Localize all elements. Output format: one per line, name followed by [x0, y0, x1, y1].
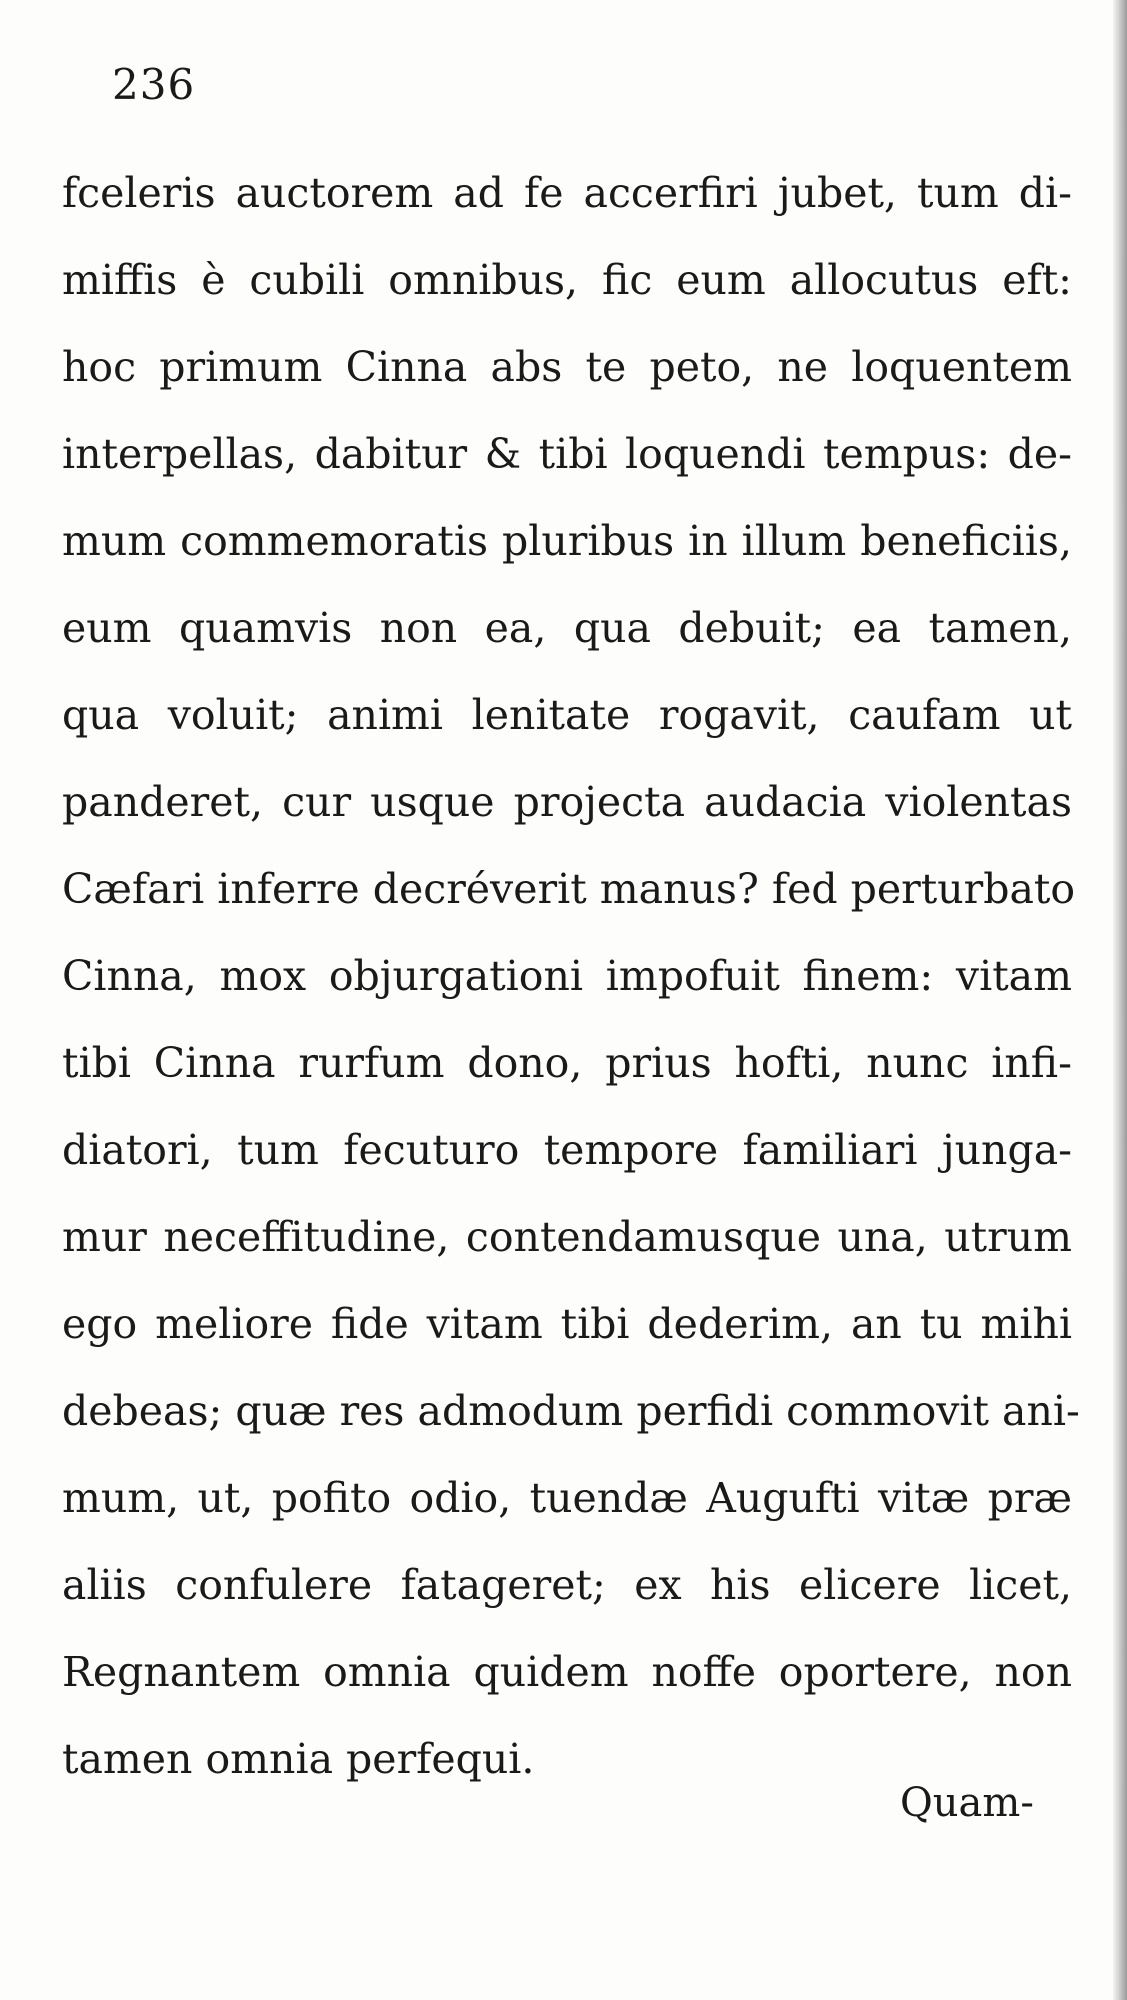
text-line-9: Cæfari inferre decréverit manus? fed perturbato	[62, 865, 1076, 913]
text-line-3: hoc primum Cinna abs te peto, ne loquentem	[62, 343, 1072, 391]
text-line-10: Cinna, mox objurgationi impofuit finem: vitam	[62, 952, 1072, 1000]
text-line-15: debeas; quæ res admodum perfidi commovit ani-	[62, 1387, 1080, 1435]
text-line-5: mum commemoratis pluribus in illum beneficiis,	[62, 517, 1072, 565]
text-line-12: diatori, tum fecuturo tempore familiari junga-	[62, 1126, 1072, 1174]
text-line-8: panderet, cur usque projecta audacia violentas	[62, 778, 1072, 826]
text-line-19: tamen omnia perfequi.	[62, 1735, 535, 1783]
body-text	[62, 150, 1080, 1803]
text-line-1: fceleris auctorem ad fe accerfiri jubet, tum di-	[62, 169, 1072, 217]
text-line-14: ego meliore fide vitam tibi dederim, an tu mihi	[62, 1300, 1072, 1348]
text-line-13: mur neceffitudine, contendamusque una, utrum	[62, 1213, 1072, 1261]
page-edge-shadow	[1113, 0, 1127, 2000]
text-line-2: miffis è cubili omnibus, fic eum allocutus eft:	[62, 256, 1072, 304]
text-line-6: eum quamvis non ea, qua debuit; ea tamen,	[62, 604, 1072, 652]
catchword: Quam-	[900, 1780, 1034, 1826]
page-number: 236	[112, 60, 196, 109]
text-line-18: Regnantem omnia quidem noffe oportere, non	[62, 1648, 1072, 1696]
text-line-17: aliis confulere fatageret; ex his elicere licet,	[62, 1561, 1072, 1609]
text-line-4: interpellas, dabitur & tibi loquendi tempus: de-	[62, 430, 1072, 478]
text-line-16: mum, ut, pofito odio, tuendæ Augufti vitæ præ	[62, 1474, 1072, 1522]
text-line-11: tibi Cinna rurfum dono, prius hofti, nunc infi-	[62, 1039, 1072, 1087]
text-line-7: qua voluit; animi lenitate rogavit, caufam ut	[62, 691, 1072, 739]
